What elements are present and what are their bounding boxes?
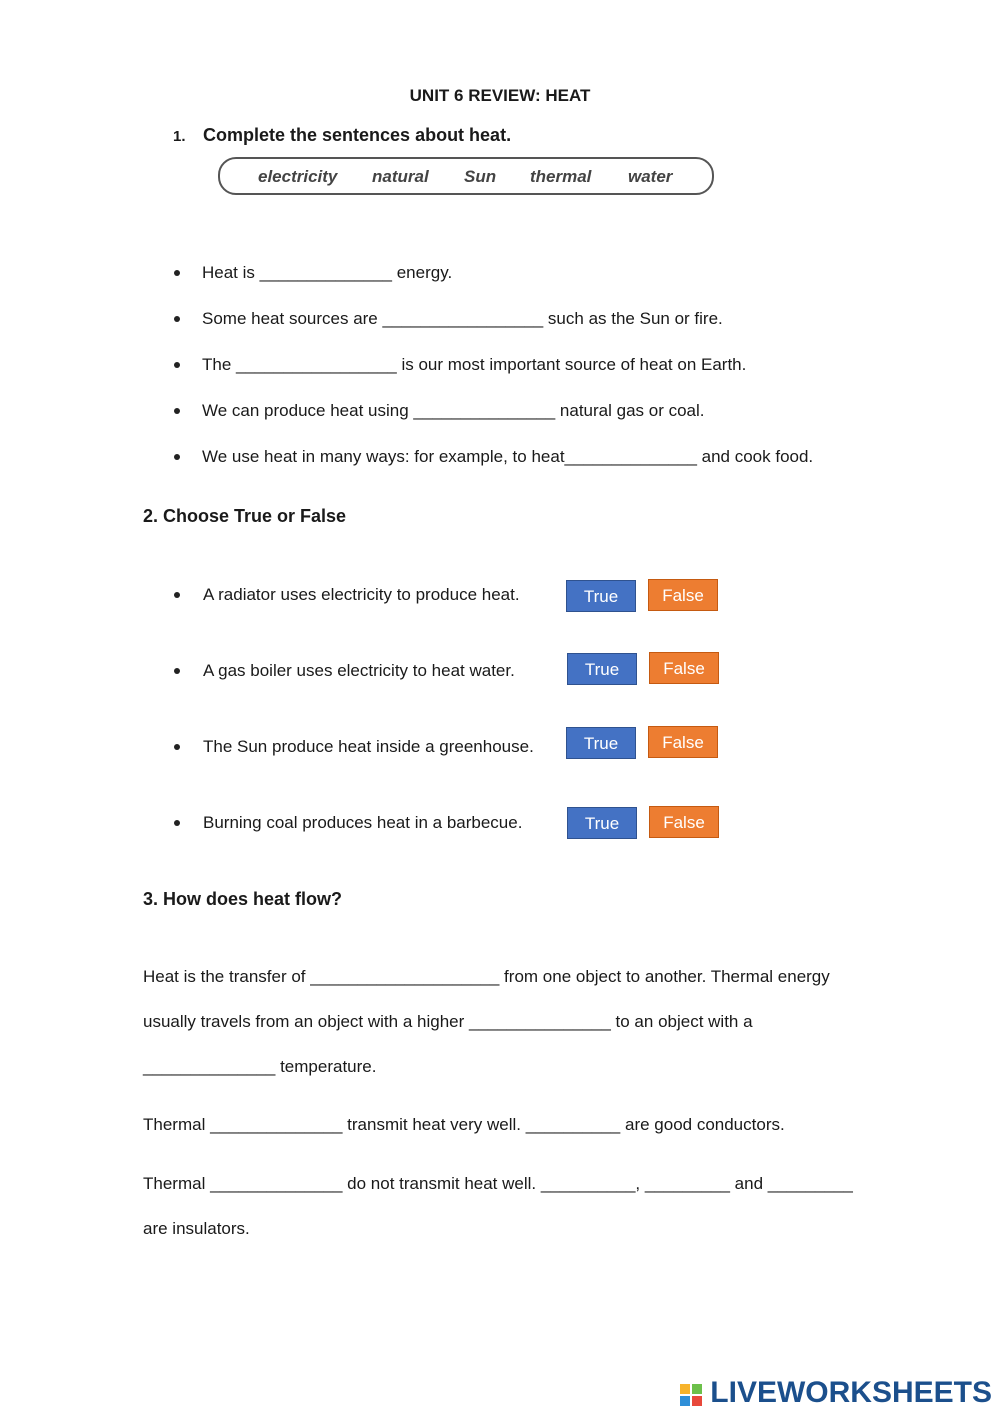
paragraph-line[interactable]: Thermal ______________ do not transmit heat well. __________, _________ and _________ (143, 1174, 853, 1193)
liveworksheets-logo[interactable] (680, 1377, 992, 1409)
word-bank-word: Sun (464, 167, 497, 186)
false-button[interactable]: False (648, 726, 718, 758)
logo-icon (680, 1384, 702, 1411)
bullet-icon (174, 270, 180, 276)
sentence-2[interactable]: Some heat sources are _________________ such as the Sun or fire. (202, 309, 723, 328)
logo-text: LIVEWORKSHEETS (710, 1376, 992, 1409)
bullet-icon (174, 668, 180, 674)
bullet-icon (174, 408, 180, 414)
true-button[interactable]: True (567, 807, 637, 839)
sentence-4[interactable]: We can produce heat using _______________ natural gas or coal. (202, 401, 705, 420)
word-bank-word: thermal (530, 167, 592, 186)
tf-statement-2: A gas boiler uses electricity to heat water. (203, 661, 515, 680)
word-bank-word: electricity (258, 167, 338, 186)
sentence-1[interactable]: Heat is ______________ energy. (202, 263, 453, 282)
question-2-heading: 2. Choose True or False (143, 506, 347, 526)
bullet-icon (174, 820, 180, 826)
bullet-icon (174, 744, 180, 750)
paragraph-line[interactable]: usually travels from an object with a higher _______________ to an object with a (143, 1012, 753, 1031)
tf-statement-1: A radiator uses electricity to produce heat. (203, 585, 520, 604)
tf-statement-3: The Sun produce heat inside a greenhouse. (203, 737, 534, 756)
false-button[interactable]: False (648, 579, 718, 611)
question-1-number: 1. (173, 128, 186, 145)
word-bank-word: natural (372, 167, 429, 186)
sentence-5[interactable]: We use heat in many ways: for example, to heat______________ and cook food. (202, 447, 814, 466)
word-bank-word: water (628, 167, 673, 186)
bullet-icon (174, 454, 180, 460)
sentence-3[interactable]: The _________________ is our most important source of heat on Earth. (202, 355, 747, 374)
page-title: UNIT 6 REVIEW: HEAT (409, 86, 591, 105)
bullet-icon (174, 592, 180, 598)
paragraph-line: are insulators. (143, 1219, 250, 1238)
paragraph-line[interactable]: Thermal ______________ transmit heat very well. __________ are good conductors. (143, 1115, 785, 1134)
false-button[interactable]: False (649, 806, 719, 838)
question-1-heading: Complete the sentences about heat. (203, 125, 512, 145)
true-button[interactable]: True (566, 580, 636, 612)
question-3-heading: 3. How does heat flow? (143, 889, 343, 909)
paragraph-line[interactable]: ______________ temperature. (143, 1057, 377, 1076)
false-button[interactable]: False (649, 652, 719, 684)
bullet-icon (174, 362, 180, 368)
paragraph-line[interactable]: Heat is the transfer of ____________________ from one object to another. Thermal energy (143, 967, 830, 986)
bullet-icon (174, 316, 180, 322)
tf-statement-4: Burning coal produces heat in a barbecue. (203, 813, 523, 832)
true-button[interactable]: True (567, 653, 637, 685)
true-button[interactable]: True (566, 727, 636, 759)
